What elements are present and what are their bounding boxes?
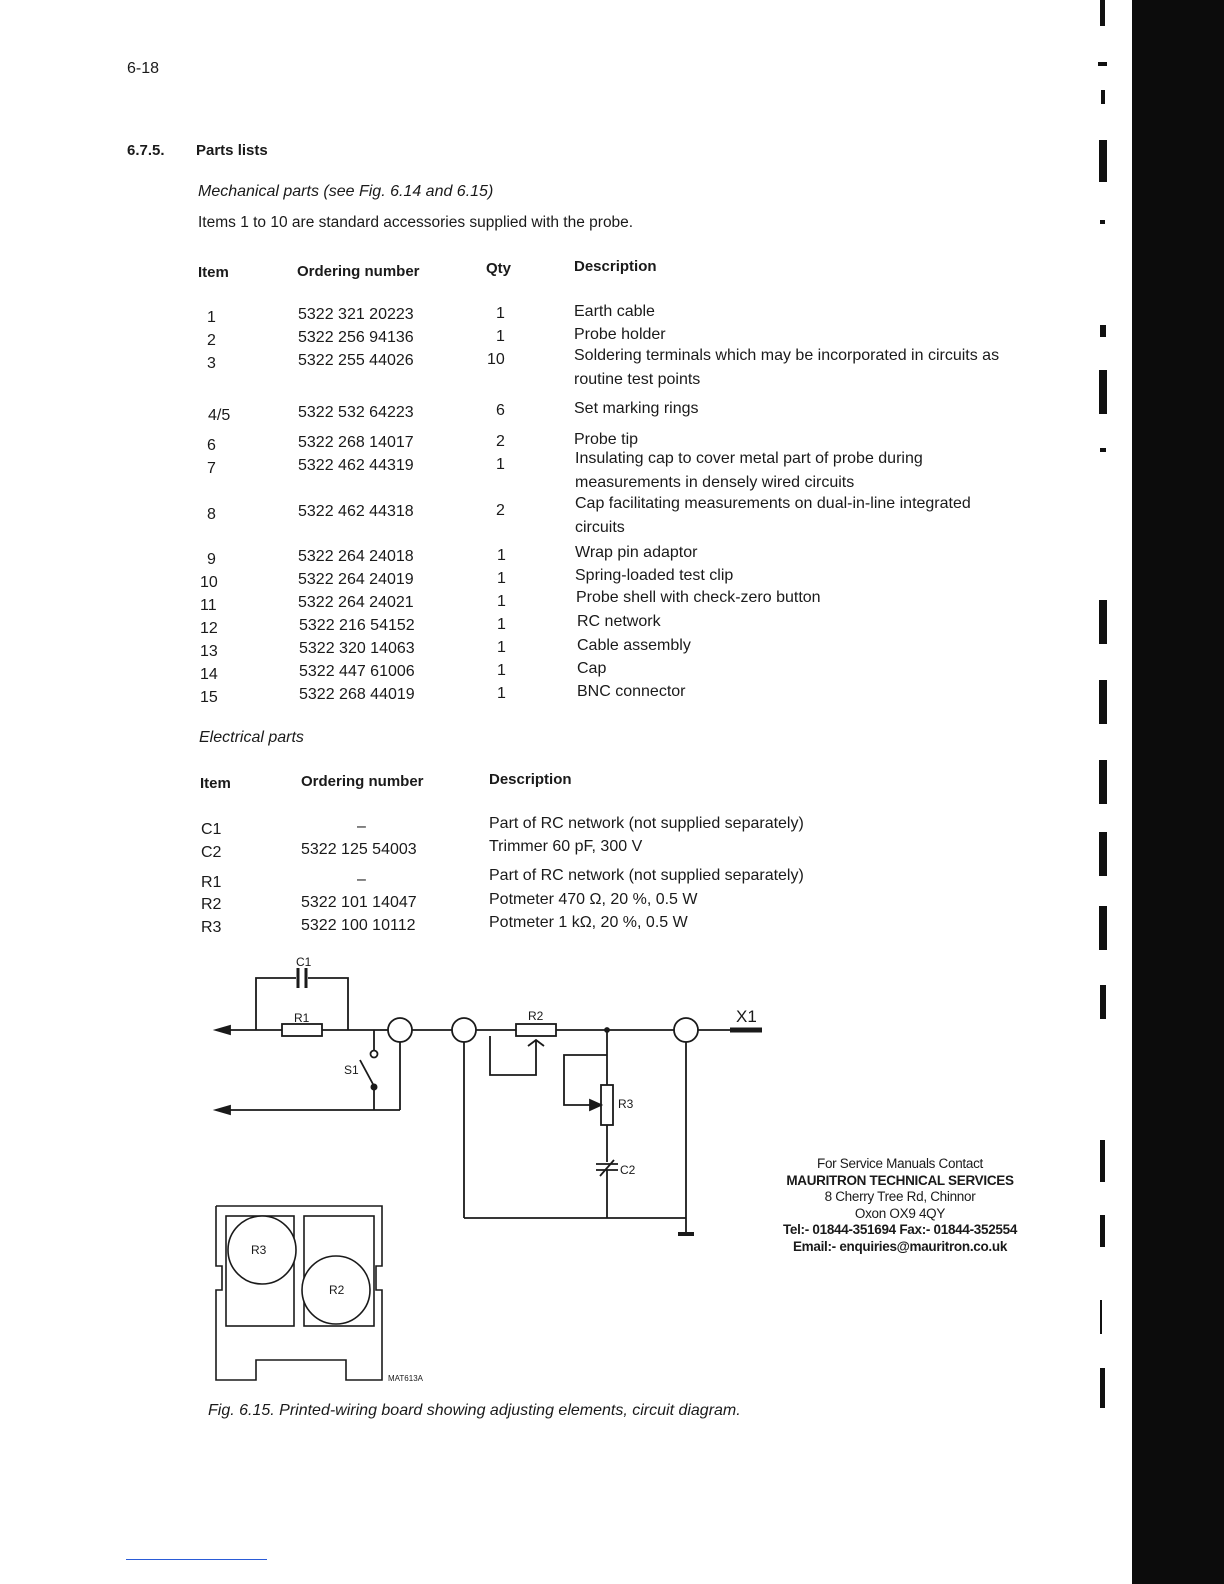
mech-description: BNC connector: [577, 683, 686, 700]
elec-col-ordering: Ordering number: [301, 773, 424, 790]
mech-qty: 1: [496, 456, 505, 473]
mech-item: 4/5: [208, 407, 231, 424]
elec-item: R2: [201, 896, 222, 913]
contact-city: Oxon OX9 4QY: [854, 1205, 946, 1221]
mech-qty: 1: [497, 616, 506, 633]
contact-company: MAURITRON TECHNICAL SERVICES: [786, 1172, 1014, 1188]
elec-item: C1: [201, 821, 222, 838]
mech-qty: 10: [487, 351, 505, 368]
mech-ordering: 5322 268 44019: [299, 686, 415, 703]
mech-qty: 2: [496, 433, 505, 450]
mech-description: Probe tip: [574, 431, 639, 448]
mech-item: 12: [200, 620, 218, 637]
mech-qty: 1: [496, 305, 505, 322]
mech-ordering: 5322 256 94136: [298, 329, 414, 346]
elec-item: R1: [201, 874, 222, 891]
mech-qty: 1: [497, 570, 506, 587]
elec-ordering: –: [357, 871, 366, 888]
mech-qty: 2: [496, 502, 505, 519]
mech-item: 3: [207, 355, 216, 372]
mech-description: Cap: [577, 660, 607, 677]
mech-description: Set marking rings: [574, 400, 699, 417]
mech-col-qty: Qty: [486, 260, 512, 277]
binding-marks: [1090, 0, 1120, 1584]
mech-description: Cap facilitating measurements on dual-in-line integrated circuits: [575, 495, 971, 536]
mech-ordering: 5322 462 44318: [298, 503, 414, 520]
mech-col-item: Item: [198, 264, 229, 281]
mech-ordering: 5322 462 44319: [298, 457, 414, 474]
mech-item: 1: [207, 309, 216, 326]
elec-item: R3: [201, 919, 222, 936]
mech-item: 6: [207, 437, 216, 454]
elec-description: Trimmer 60 pF, 300 V: [489, 838, 643, 855]
section-title: Parts lists: [196, 142, 268, 159]
label-r3: R3: [618, 1097, 634, 1111]
contact-email: Email:- enquiries@mauritron.co.uk: [792, 1238, 1008, 1254]
mech-description: Cable assembly: [577, 637, 691, 654]
mech-ordering: 5322 320 14063: [299, 640, 415, 657]
elec-description: Potmeter 470 Ω, 20 %, 0.5 W: [489, 891, 698, 908]
elec-description: Potmeter 1 kΩ, 20 %, 0.5 W: [489, 914, 688, 931]
mech-qty: 1: [497, 639, 506, 656]
mech-qty: 1: [497, 547, 506, 564]
label-s1: S1: [344, 1063, 359, 1077]
footer-rule: [126, 1559, 267, 1560]
mech-description: Probe shell with check-zero button: [576, 589, 821, 606]
mech-ordering: 5322 321 20223: [298, 306, 414, 323]
mech-description: Spring-loaded test clip: [575, 567, 734, 584]
mech-item: 7: [207, 460, 216, 477]
mechanical-heading: Mechanical parts (see Fig. 6.14 and 6.15): [198, 183, 494, 200]
elec-item: C2: [201, 844, 222, 861]
mech-col-description: Description: [574, 258, 657, 275]
elec-description: Part of RC network (not supplied separately): [489, 815, 804, 832]
mech-description: Insulating cap to cover metal part of probe during measurements in densely wired circuits: [575, 450, 923, 491]
binding-shadow: [1132, 0, 1224, 1584]
service-contact: [770, 1156, 1030, 1255]
label-r2: R2: [528, 1009, 544, 1023]
mech-ordering: 5322 264 24021: [298, 594, 414, 611]
mech-description: RC network: [577, 613, 661, 630]
elec-col-description: Description: [489, 771, 572, 788]
mech-qty: 6: [496, 402, 505, 419]
elec-ordering: 5322 100 10112: [301, 917, 416, 934]
elec-ordering: 5322 125 54003: [301, 841, 417, 858]
label-x1: X1: [736, 1007, 757, 1026]
mech-qty: 1: [497, 593, 506, 610]
section-number: 6.7.5.: [127, 142, 165, 159]
mech-item: 8: [207, 506, 216, 523]
board-label-r3: R3: [251, 1243, 267, 1257]
page-number: 6-18: [127, 60, 160, 77]
mech-description: Earth cable: [574, 303, 655, 320]
mech-qty: 1: [497, 685, 506, 702]
mech-ordering: 5322 532 64223: [298, 404, 414, 421]
label-c2: C2: [620, 1163, 636, 1177]
mech-description: Wrap pin adaptor: [575, 544, 698, 561]
electrical-heading: Electrical parts: [199, 729, 304, 746]
figure-caption: Fig. 6.15. Printed-wiring board showing adjusting elements, circuit diagram.: [208, 1402, 741, 1419]
elec-description: Part of RC network (not supplied separately): [489, 867, 804, 884]
elec-ordering: 5322 101 14047: [301, 894, 417, 911]
mech-ordering: 5322 268 14017: [298, 434, 414, 451]
elec-ordering: –: [357, 818, 366, 835]
elec-col-item: Item: [200, 775, 231, 792]
contact-address: 8 Cherry Tree Rd, Chinnor: [824, 1189, 976, 1204]
mech-item: 11: [200, 597, 217, 614]
pcb-outline: [216, 1206, 382, 1380]
mech-description: Probe holder: [574, 326, 666, 343]
mech-item: 15: [200, 689, 218, 706]
board-label-r2: R2: [329, 1283, 345, 1297]
mech-item: 13: [200, 643, 218, 660]
mechanical-intro: Items 1 to 10 are standard accessories supplied with the probe.: [198, 214, 634, 231]
mech-ordering: 5322 264 24019: [298, 571, 414, 588]
label-r1: R1: [294, 1011, 310, 1025]
mech-ordering: 5322 255 44026: [298, 352, 414, 369]
mech-item: 9: [207, 551, 216, 568]
mech-item: 2: [207, 332, 216, 349]
board-code: MAT613A: [388, 1374, 423, 1383]
label-c1: C1: [296, 955, 312, 969]
mech-qty: 1: [497, 662, 506, 679]
mech-description: Soldering terminals which may be incorporated in circuits as routine test points: [574, 347, 1000, 388]
circuit-diagram: [200, 950, 780, 1390]
mech-qty: 1: [496, 328, 505, 345]
contact-line: For Service Manuals Contact: [817, 1156, 983, 1171]
contact-phone: Tel:- 01844-351694 Fax:- 01844-352554: [782, 1222, 1018, 1237]
mech-item: 14: [200, 666, 218, 683]
mech-ordering: 5322 264 24018: [298, 548, 414, 565]
mech-ordering: 5322 216 54152: [299, 617, 415, 634]
mech-item: 10: [200, 574, 218, 591]
mech-ordering: 5322 447 61006: [299, 663, 415, 680]
mech-col-ordering: Ordering number: [297, 263, 420, 280]
